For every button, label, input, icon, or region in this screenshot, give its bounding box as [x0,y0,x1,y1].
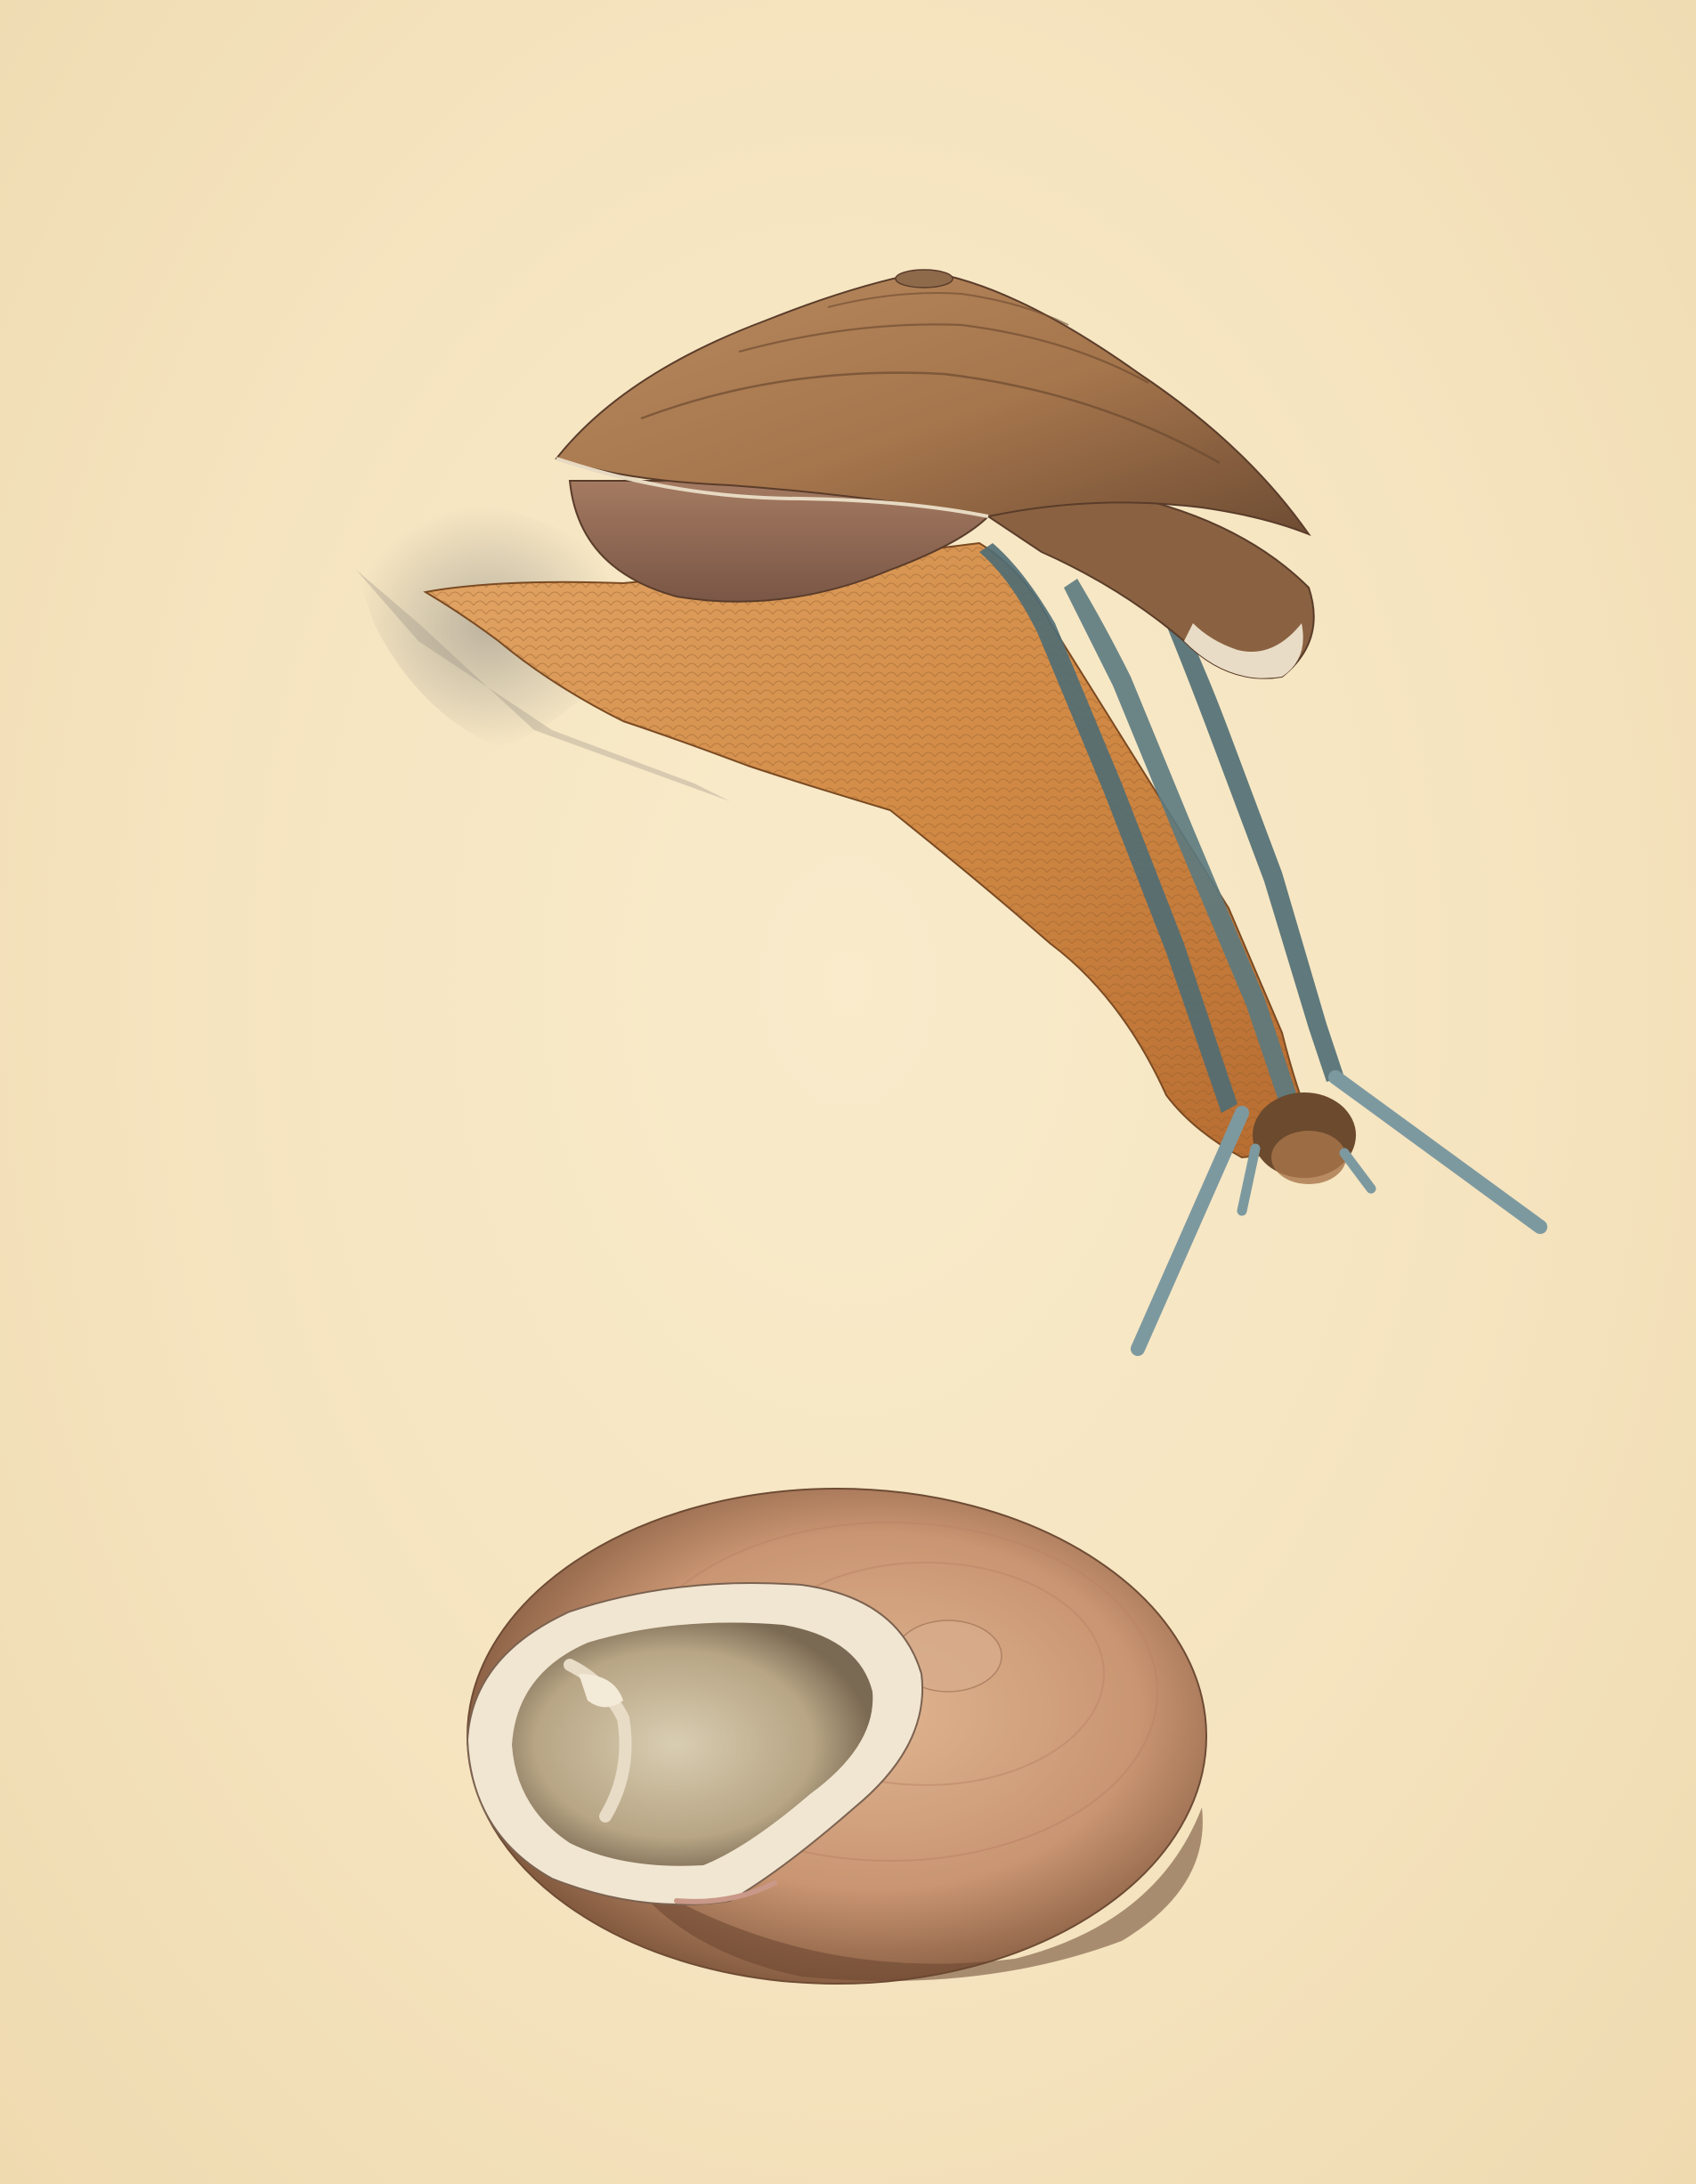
right-lower-tentacle [1344,1153,1371,1189]
snail-mouth [1271,1131,1346,1184]
right-eye-tentacle [1335,1077,1540,1227]
shell-apex [896,270,953,288]
left-eye-tentacle [1138,1113,1242,1349]
snail-icon [352,270,1540,1349]
shell-icon [467,1489,1206,1984]
